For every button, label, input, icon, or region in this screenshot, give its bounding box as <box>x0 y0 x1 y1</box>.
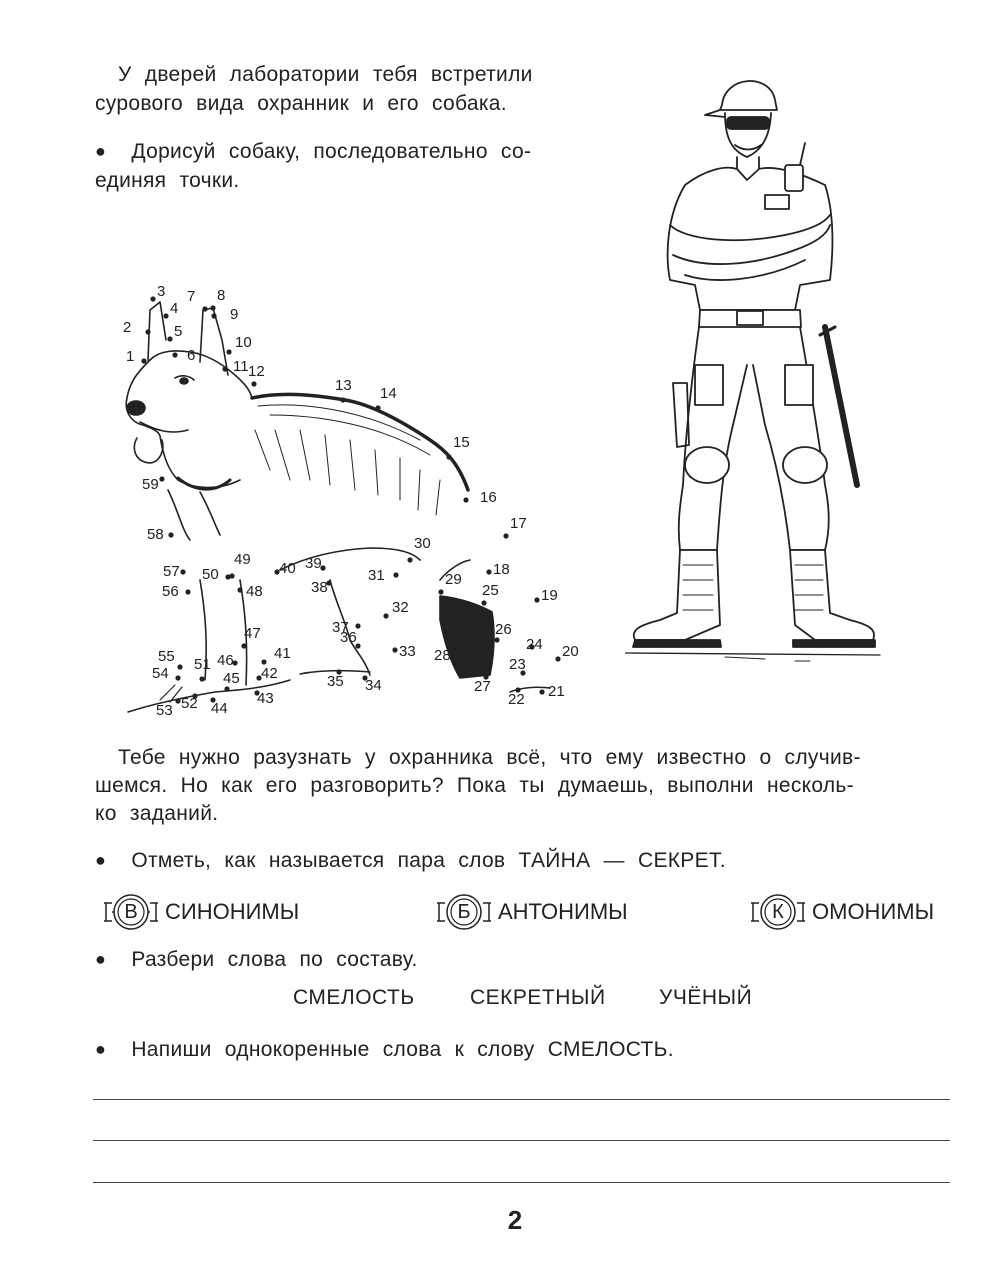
dot-26 <box>494 637 499 642</box>
dot-label-49: 49 <box>234 551 251 568</box>
dot-label-30: 30 <box>414 535 431 552</box>
dot-label-28: 28 <box>434 647 451 664</box>
task-dots-line-2: единяя точки. <box>95 169 240 192</box>
dot-5 <box>167 336 172 341</box>
dot-label-52: 52 <box>181 695 198 712</box>
dot-label-26: 26 <box>495 621 512 638</box>
dot-15 <box>446 454 451 459</box>
dot-1 <box>141 358 146 363</box>
dot-33 <box>392 647 397 652</box>
dot-label-54: 54 <box>152 665 169 682</box>
dot-14 <box>375 405 380 410</box>
parse-word-1: СМЕЛОСТЬ <box>293 986 415 1009</box>
dot-58 <box>168 532 173 537</box>
dot-47 <box>241 643 246 648</box>
dot-label-24: 24 <box>526 636 543 653</box>
story-line-2: шемся. Но как его разговорить? Пока ты думаешь, выполни несколь- <box>95 774 854 797</box>
task-write <box>95 1035 674 1065</box>
option-homonyms[interactable] <box>750 893 934 931</box>
dot-label-14: 14 <box>380 385 397 402</box>
dot-18 <box>486 569 491 574</box>
intro-line-1: У дверей лаборатории тебя встретили <box>118 63 533 86</box>
task-dots <box>95 137 531 167</box>
dot-label-35: 35 <box>327 673 344 690</box>
answer-line-2[interactable] <box>93 1140 950 1141</box>
task-pair <box>95 846 726 876</box>
dot-label-9: 9 <box>230 306 239 323</box>
right-leg <box>753 327 829 550</box>
dot-label-21: 21 <box>548 683 565 700</box>
dot-4 <box>163 313 168 318</box>
dot-label-25: 25 <box>482 582 499 599</box>
dot-20 <box>555 656 560 661</box>
dot-label-16: 16 <box>480 489 497 506</box>
dot-32 <box>383 613 388 618</box>
option-antonyms[interactable] <box>436 893 628 931</box>
dot-30 <box>407 557 412 562</box>
parse-word-2: СЕКРЕТНЫЙ <box>470 986 606 1009</box>
dot-59 <box>159 476 164 481</box>
dot-label-33: 33 <box>399 643 416 660</box>
dot-label-51: 51 <box>194 656 211 673</box>
intro-text <box>118 60 533 90</box>
dot-29 <box>438 589 443 594</box>
dots-layer <box>123 283 579 719</box>
intro-line-2: сурового вида охранник и его собака. <box>95 92 507 115</box>
dot-label-57: 57 <box>163 563 180 580</box>
dot-7 <box>202 306 207 311</box>
option-letter: Б <box>457 901 471 923</box>
dot-label-5: 5 <box>174 323 183 340</box>
dot-label-17: 17 <box>510 515 527 532</box>
dot-45 <box>224 686 229 691</box>
dot-label-1: 1 <box>126 348 135 365</box>
dot-label-22: 22 <box>508 691 525 708</box>
page-number: 2 <box>507 1205 523 1235</box>
dot-label-40: 40 <box>279 560 296 577</box>
parse-word-3: УЧЁНЫЙ <box>659 986 753 1009</box>
intro-text-2 <box>95 89 507 119</box>
option-letter: В <box>124 901 138 923</box>
story-line-1: Тебе нужно разузнать у охранника всё, что ему известно о случив- <box>118 746 861 769</box>
dot-8 <box>210 305 215 310</box>
dot-57 <box>180 569 185 574</box>
dot-label-19: 19 <box>541 587 558 604</box>
dot-41 <box>261 659 266 664</box>
dot-2 <box>145 329 150 334</box>
task-pair-text: Отметь, как называется пара слов ТАЙНА — СЕКРЕТ. <box>131 849 726 872</box>
dot-37 <box>355 623 360 628</box>
option-letter: К <box>772 901 784 923</box>
dot-label-37: 37 <box>332 619 349 636</box>
dot-53 <box>175 698 180 703</box>
dot-label-15: 15 <box>453 434 470 451</box>
dot-label-42: 42 <box>261 665 278 682</box>
dot-label-38: 38 <box>311 579 328 596</box>
dot-12 <box>251 381 256 386</box>
dot-label-48: 48 <box>246 583 263 600</box>
option-badge[interactable] <box>436 893 492 931</box>
story-line-3: ко заданий. <box>95 802 219 825</box>
dot-48 <box>237 587 242 592</box>
dot-10 <box>226 349 231 354</box>
dot-label-10: 10 <box>235 334 252 351</box>
dot-50 <box>225 574 230 579</box>
task-parse <box>95 945 418 975</box>
dot-16 <box>463 497 468 502</box>
task-dots-2 <box>95 166 240 196</box>
dot-19 <box>534 597 539 602</box>
dot-17 <box>503 533 508 538</box>
dot-label-18: 18 <box>493 561 510 578</box>
dot-label-13: 13 <box>335 377 352 394</box>
dot-11 <box>222 366 227 371</box>
dot-54 <box>175 675 180 680</box>
dot-label-8: 8 <box>217 287 226 304</box>
dot-13 <box>340 397 345 402</box>
dot-51 <box>199 676 204 681</box>
option-label: СИНОНИМЫ <box>165 899 300 924</box>
dot-label-31: 31 <box>368 567 385 584</box>
dot-label-50: 50 <box>202 566 219 583</box>
answer-line-1[interactable] <box>93 1099 950 1100</box>
dot-label-44: 44 <box>211 700 228 717</box>
dot-label-43: 43 <box>257 690 274 707</box>
dot-label-29: 29 <box>445 571 462 588</box>
option-synonyms[interactable] <box>103 893 299 931</box>
dot-3 <box>150 296 155 301</box>
option-label: АНТОНИМЫ <box>498 899 628 924</box>
dot-label-53: 53 <box>156 702 173 719</box>
dot-56 <box>185 589 190 594</box>
dot-label-45: 45 <box>223 670 240 687</box>
dot-label-20: 20 <box>562 643 579 660</box>
dot-31 <box>393 572 398 577</box>
task-dots-line-1: Дорисуй собаку, последовательно со- <box>131 140 532 163</box>
dog-illustration <box>0 280 600 720</box>
dot-label-47: 47 <box>244 625 261 642</box>
dot-55 <box>177 664 182 669</box>
dot-6 <box>172 352 177 357</box>
dot-label-34: 34 <box>365 677 382 694</box>
task-parse-text: Разбери слова по составу. <box>131 948 418 971</box>
dot-label-11: 11 <box>233 358 249 375</box>
dot-9 <box>211 313 216 318</box>
option-badge[interactable] <box>103 893 159 931</box>
guard-illustration <box>625 65 895 675</box>
dot-label-23: 23 <box>509 656 526 673</box>
dot-label-41: 41 <box>274 645 291 662</box>
dot-label-3: 3 <box>157 283 166 300</box>
dot-label-36: 36 <box>340 629 357 646</box>
cap <box>720 81 777 110</box>
dot-label-12: 12 <box>248 363 265 380</box>
dot-label-4: 4 <box>170 300 179 317</box>
dot-label-27: 27 <box>474 678 491 695</box>
dot-label-6: 6 <box>187 347 196 364</box>
option-label: ОМОНИМЫ <box>812 899 935 924</box>
answer-line-3[interactable] <box>93 1182 950 1183</box>
dot-28 <box>457 653 462 658</box>
dot-21 <box>539 689 544 694</box>
dot-label-56: 56 <box>162 583 179 600</box>
dot-label-59: 59 <box>142 476 159 493</box>
dot-25 <box>481 600 486 605</box>
option-badge[interactable] <box>750 893 806 931</box>
dot-label-55: 55 <box>158 648 175 665</box>
task-write-text: Напиши однокоренные слова к слову СМЕЛОСТЬ. <box>131 1038 674 1061</box>
dot-label-32: 32 <box>392 599 409 616</box>
dot-label-46: 46 <box>217 652 234 669</box>
dot-label-39: 39 <box>305 555 322 572</box>
dot-label-7: 7 <box>187 288 196 305</box>
dot-label-2: 2 <box>123 319 132 336</box>
dot-label-58: 58 <box>147 526 164 543</box>
